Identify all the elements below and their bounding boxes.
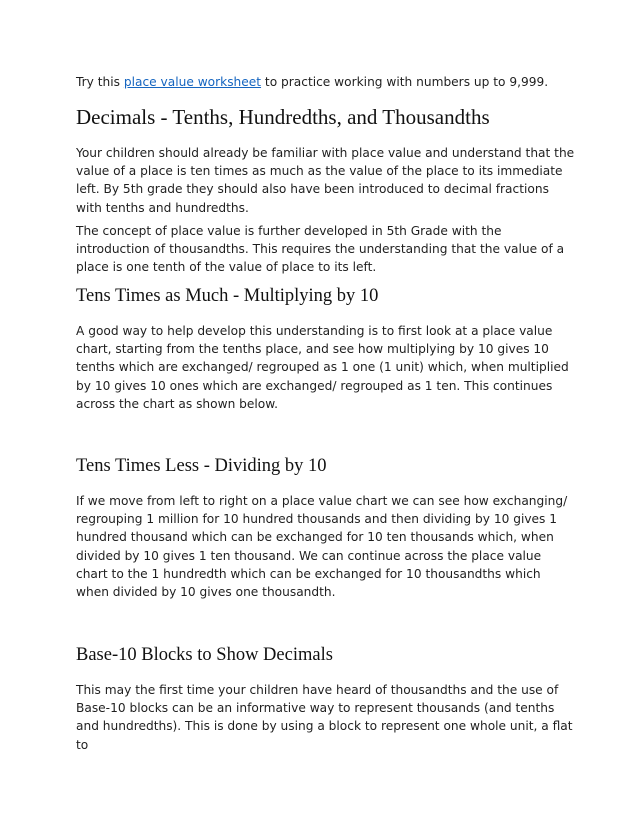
intro-paragraph (76, 73, 576, 91)
paragraph-decimals-thousandths: The concept of place value is further developed in 5th Grade with the introduction of thousandths. This requires the understanding that the value of a place is one tenth of the value of place to its left. (76, 224, 565, 275)
heading-base10-blocks: Base-10 Blocks to Show Decimals (76, 645, 333, 665)
paragraph-decimals-familiar: Your children should already be familiar with place value and understand that the value of a place is ten times as much as the value of the place to its immediate left. By 5th grade they should also have been introduced to decimal fractions with tenths and hundredths. (76, 146, 575, 215)
place-value-worksheet-link[interactable]: place value worksheet (123, 75, 262, 89)
intro-text-after: to practice working with numbers up to 9,999. (261, 75, 549, 89)
heading-decimals: Decimals - Tenths, Hundredths, and Thousandths (76, 105, 490, 129)
paragraph-base10-blocks: This may the first time your children have heard of thousandths and the use of Base-10 blocks can be an informative way to represent thousands (and tenths and hundredths). This is done by using a block to represent one whole unit, a flat to (76, 683, 573, 752)
paragraph-multiplying: A good way to help develop this understanding is to first look at a place value chart, starting from the tenths place, and see how multiplying by 10 gives 10 tenths which are exchanged/ regrouped as 1 one (1 unit) which, when multiplied by 10 gives 10 ones which are exchanged/ regrouped as 1 ten. This continues across the chart as shown below. (76, 324, 569, 411)
heading-dividing: Tens Times Less - Dividing by 10 (76, 456, 327, 476)
intro-text-before: Try this (76, 75, 124, 89)
heading-multiplying: Tens Times as Much - Multiplying by 10 (76, 286, 379, 306)
paragraph-dividing: If we move from left to right on a place value chart we can see how exchanging/ regrouping 1 million for 10 hundred thousands and then dividing by 10 gives 1 hundred thousand which can be exchanged for 10 ten thousands which, when divided by 10 gives 1 ten thousand. We can continue across the place value chart to the 1 hundredth which can be exchanged for 10 thousandths which when divided by 10 gives one thousandth. (76, 494, 568, 600)
